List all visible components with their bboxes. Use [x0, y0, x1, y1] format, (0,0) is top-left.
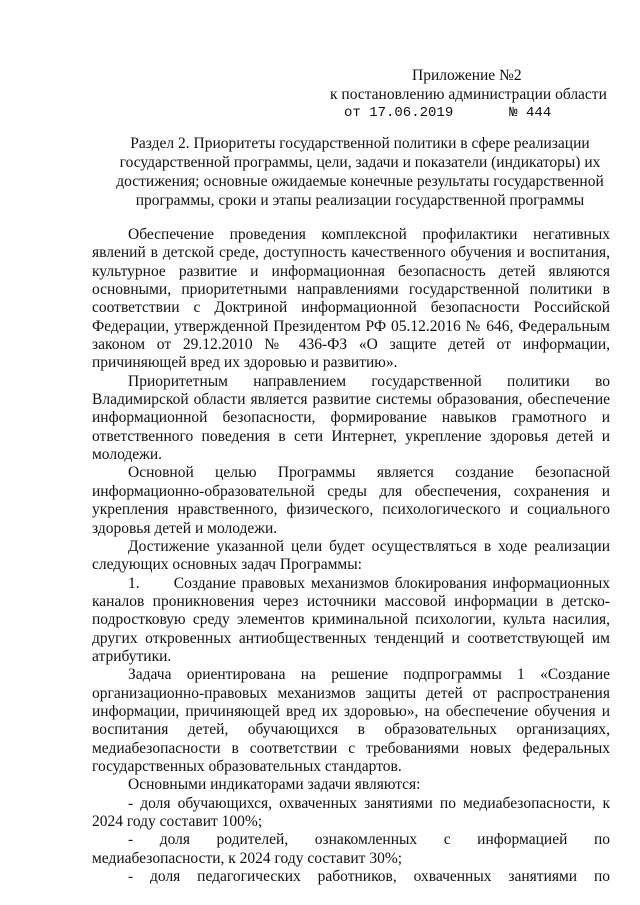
appendix-number: № 444 — [509, 105, 552, 121]
indicator-item: - доля родителей, ознакомленных с информацией по медиабезопасности, к 2024 году составит 30%; — [92, 831, 610, 867]
indicators-heading: Основными индикаторами задачи являются: — [128, 776, 421, 794]
section-title: Раздел 2. Приоритеты государственной политики в сфере реализации государственной программы, цели, задачи и показатели (индикаторы) их достижения; основные ожидаемые конечные результаты государственной программы, сроки и этапы реализации государственной программы — [116, 135, 604, 209]
appendix-date: от 17.06.2019 — [344, 105, 454, 121]
indicator-item: - доля обучающихся, охваченных занятиями по медиабезопасности, к 2024 году составит 100%; — [92, 794, 610, 830]
appendix-date-number — [330, 104, 620, 123]
paragraph: Основной целью Программы является создание безопасной информационно-образовательной среды для обеспечения, сохранения и укрепления нравственного, физического, психологического и социального здоровья детей и молодежи. — [92, 464, 610, 537]
paragraph: Приоритетным направлением государственной политики во Владимирской области является развитие системы образования, обеспечение информационной безопасности, формирование навыков грамотного и ответственного поведения в сети Интернет, укрепление здоровья детей и молодежи. — [92, 372, 610, 464]
appendix-header — [330, 66, 620, 123]
document-body — [92, 226, 614, 886]
paragraph: Достижение указанной цели будет осуществляться в ходе реализации следующих основных задач Программы: — [92, 537, 610, 574]
appendix-title: Приложение №2 — [412, 67, 522, 84]
appendix-subtitle: к постановлению администрации области — [330, 86, 607, 103]
paragraph: Задача ориентирована на решение подпрограммы 1 «Создание организационно-правовых механизмов защиты детей от распространения информации, причиняющей вред их здоровью», на обеспечение обучения и воспитания детей, обучающихся в образовательных организациях, медиабезопасности в соответствии с требованиями новых федеральных государственных образовательных стандартов. — [92, 666, 610, 775]
paragraph: Обеспечение проведения комплексной профилактики негативных явлений в детской среде, доступность качественного обучения и воспитания, культурное развитие и информационная безопасность детей являются основными, приоритетными направлениями государственной политики в соответствии с Доктриной информационной безопасности Российской Федерации, утвержденной Президентом РФ 05.12.2016 № 646, Федеральным законом от 29.12.2010 № 436-ФЗ «О защите детей от информации, причиняющей вред их здоровью и развитию». — [92, 226, 610, 372]
indicator-item: - доля педагогических работников, охваченных занятиями по — [128, 868, 610, 886]
task-item-1: 1. Создание правовых механизмов блокирования информационных каналов проникновения через источники массовой информации в детско-подростковую среду элементов криминальной психологии, культа насилия, других откровенных антиобщественных тенденций и соответствующей им атрибутики. — [92, 574, 614, 665]
